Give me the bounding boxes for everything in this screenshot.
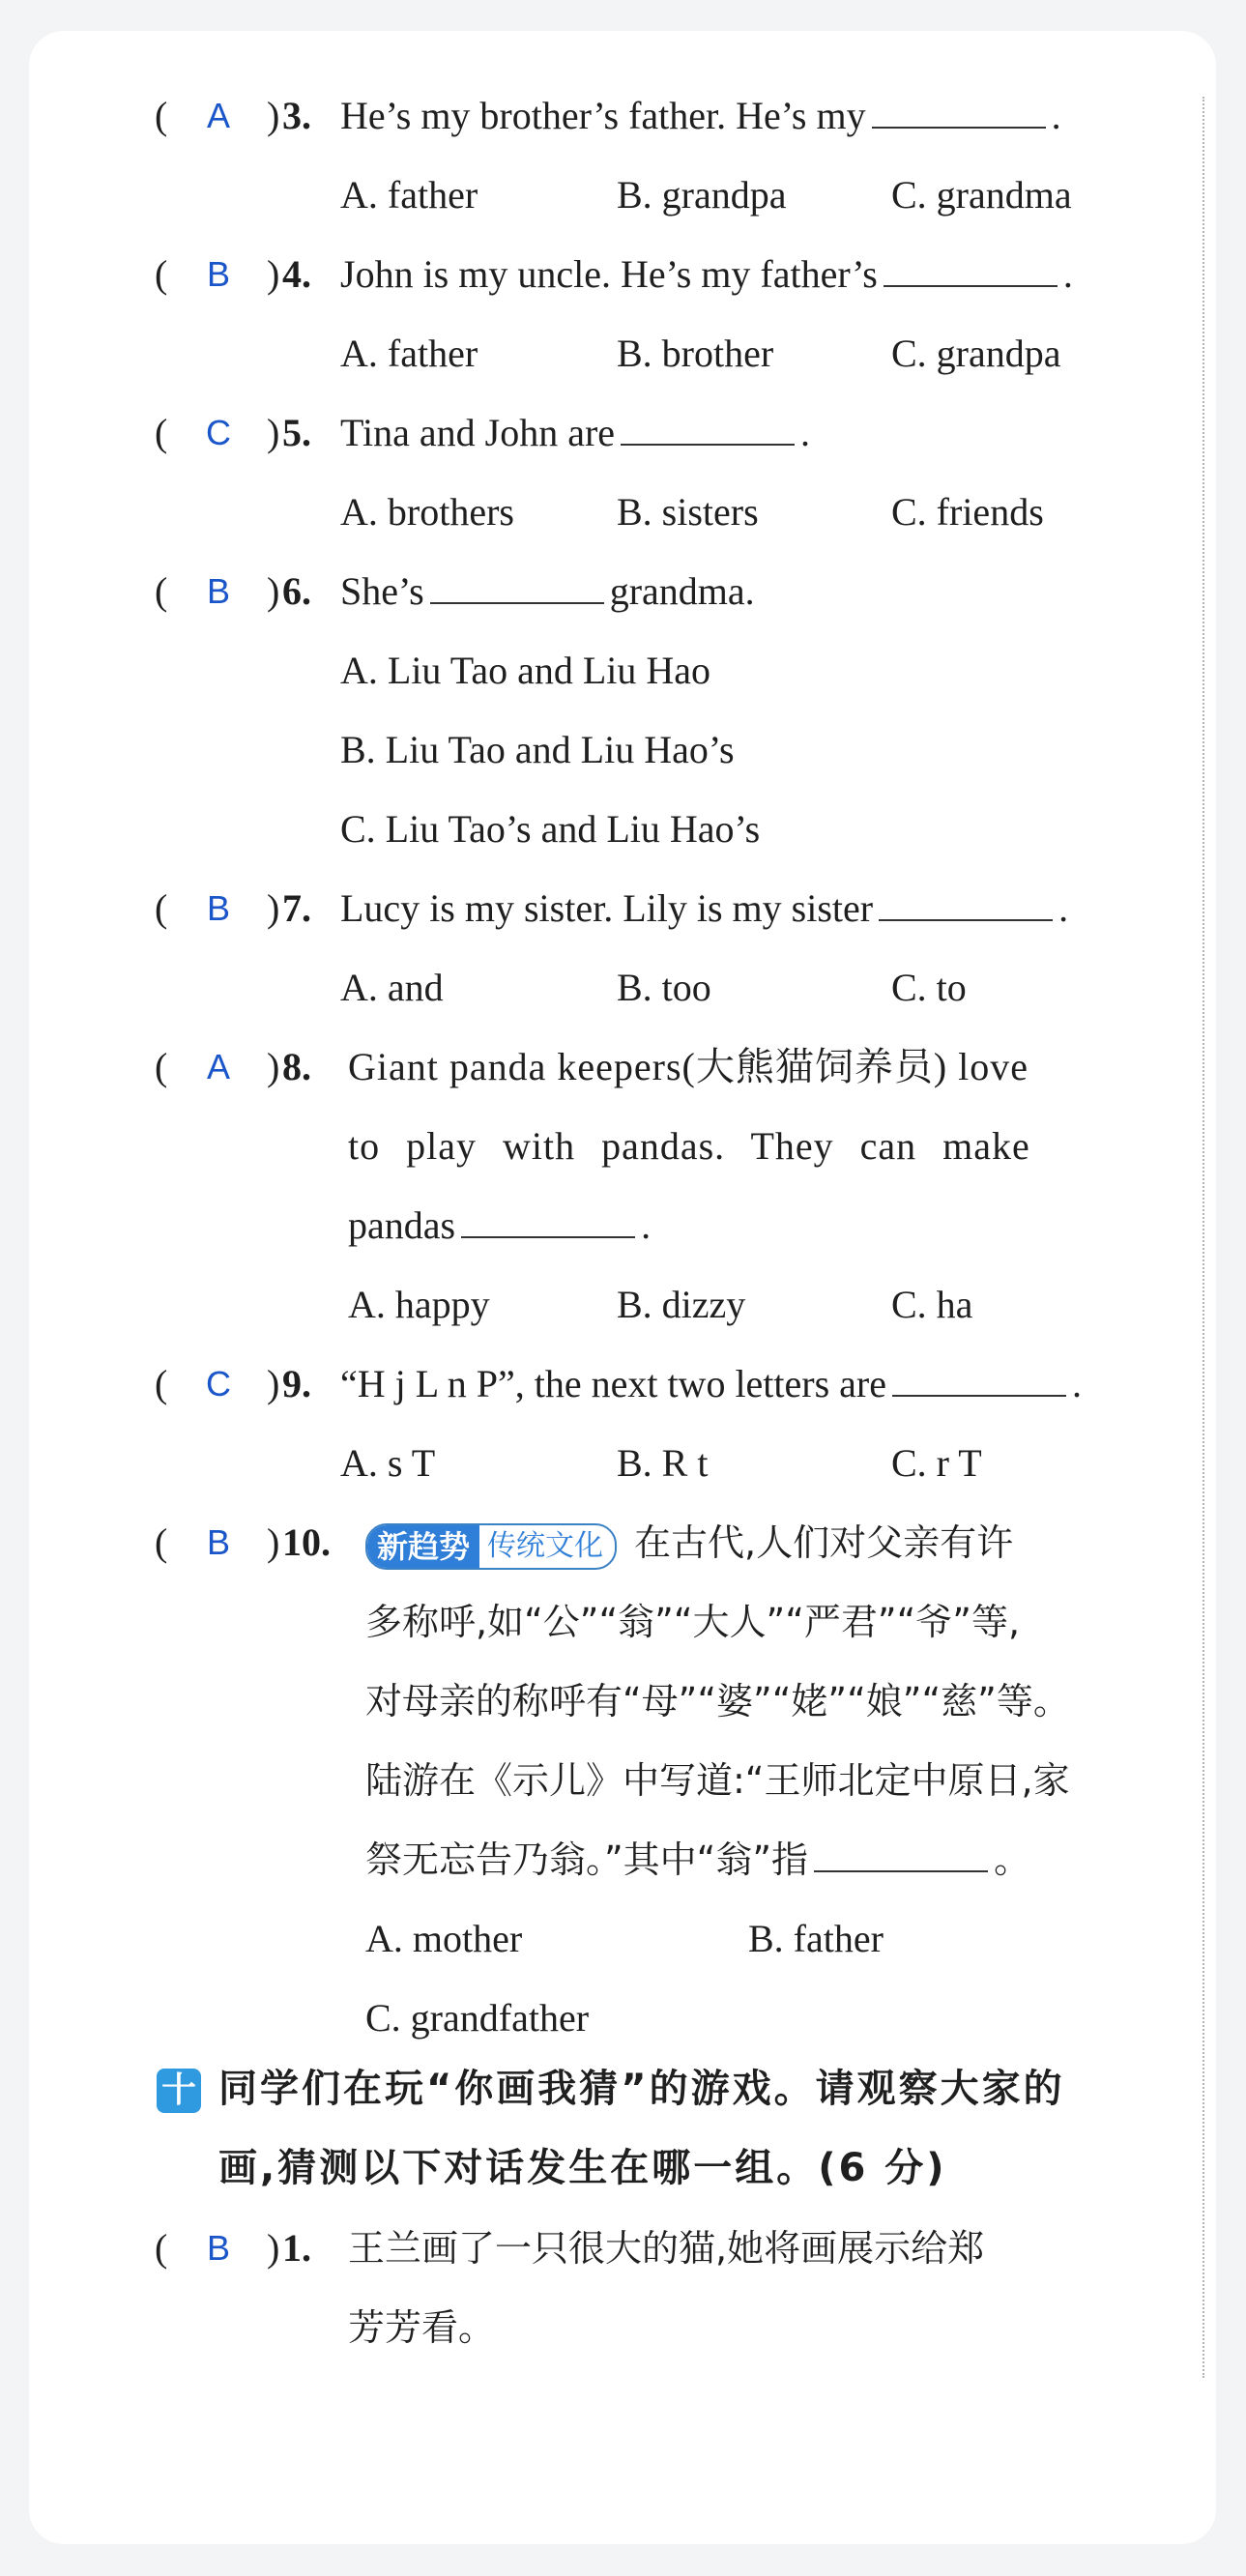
answer-q3[interactable]: A bbox=[206, 96, 230, 135]
margin-dotted-line bbox=[1203, 97, 1204, 2378]
answer-q9[interactable]: C bbox=[206, 1364, 231, 1404]
section-ten-title: 同学们在玩“你画我猜”的游戏。请观察大家的 bbox=[218, 2067, 1065, 2111]
answer-q6[interactable]: B bbox=[206, 571, 230, 611]
new-trend-badge: 新趋势 传统文化 bbox=[365, 1523, 617, 1570]
answer-section-q1[interactable]: B bbox=[206, 2228, 230, 2268]
answer-q5[interactable]: C bbox=[206, 413, 231, 452]
answer-q4[interactable]: B bbox=[206, 254, 230, 294]
section-ten-title-line2: 画,猜测以下对话发生在哪一组。(6 分) bbox=[218, 2146, 947, 2190]
answer-q8[interactable]: A bbox=[206, 1047, 230, 1086]
section-ten-icon: 十 bbox=[157, 2069, 201, 2113]
answer-q7[interactable]: B bbox=[206, 888, 230, 928]
answer-q10[interactable]: B bbox=[206, 1522, 230, 1562]
